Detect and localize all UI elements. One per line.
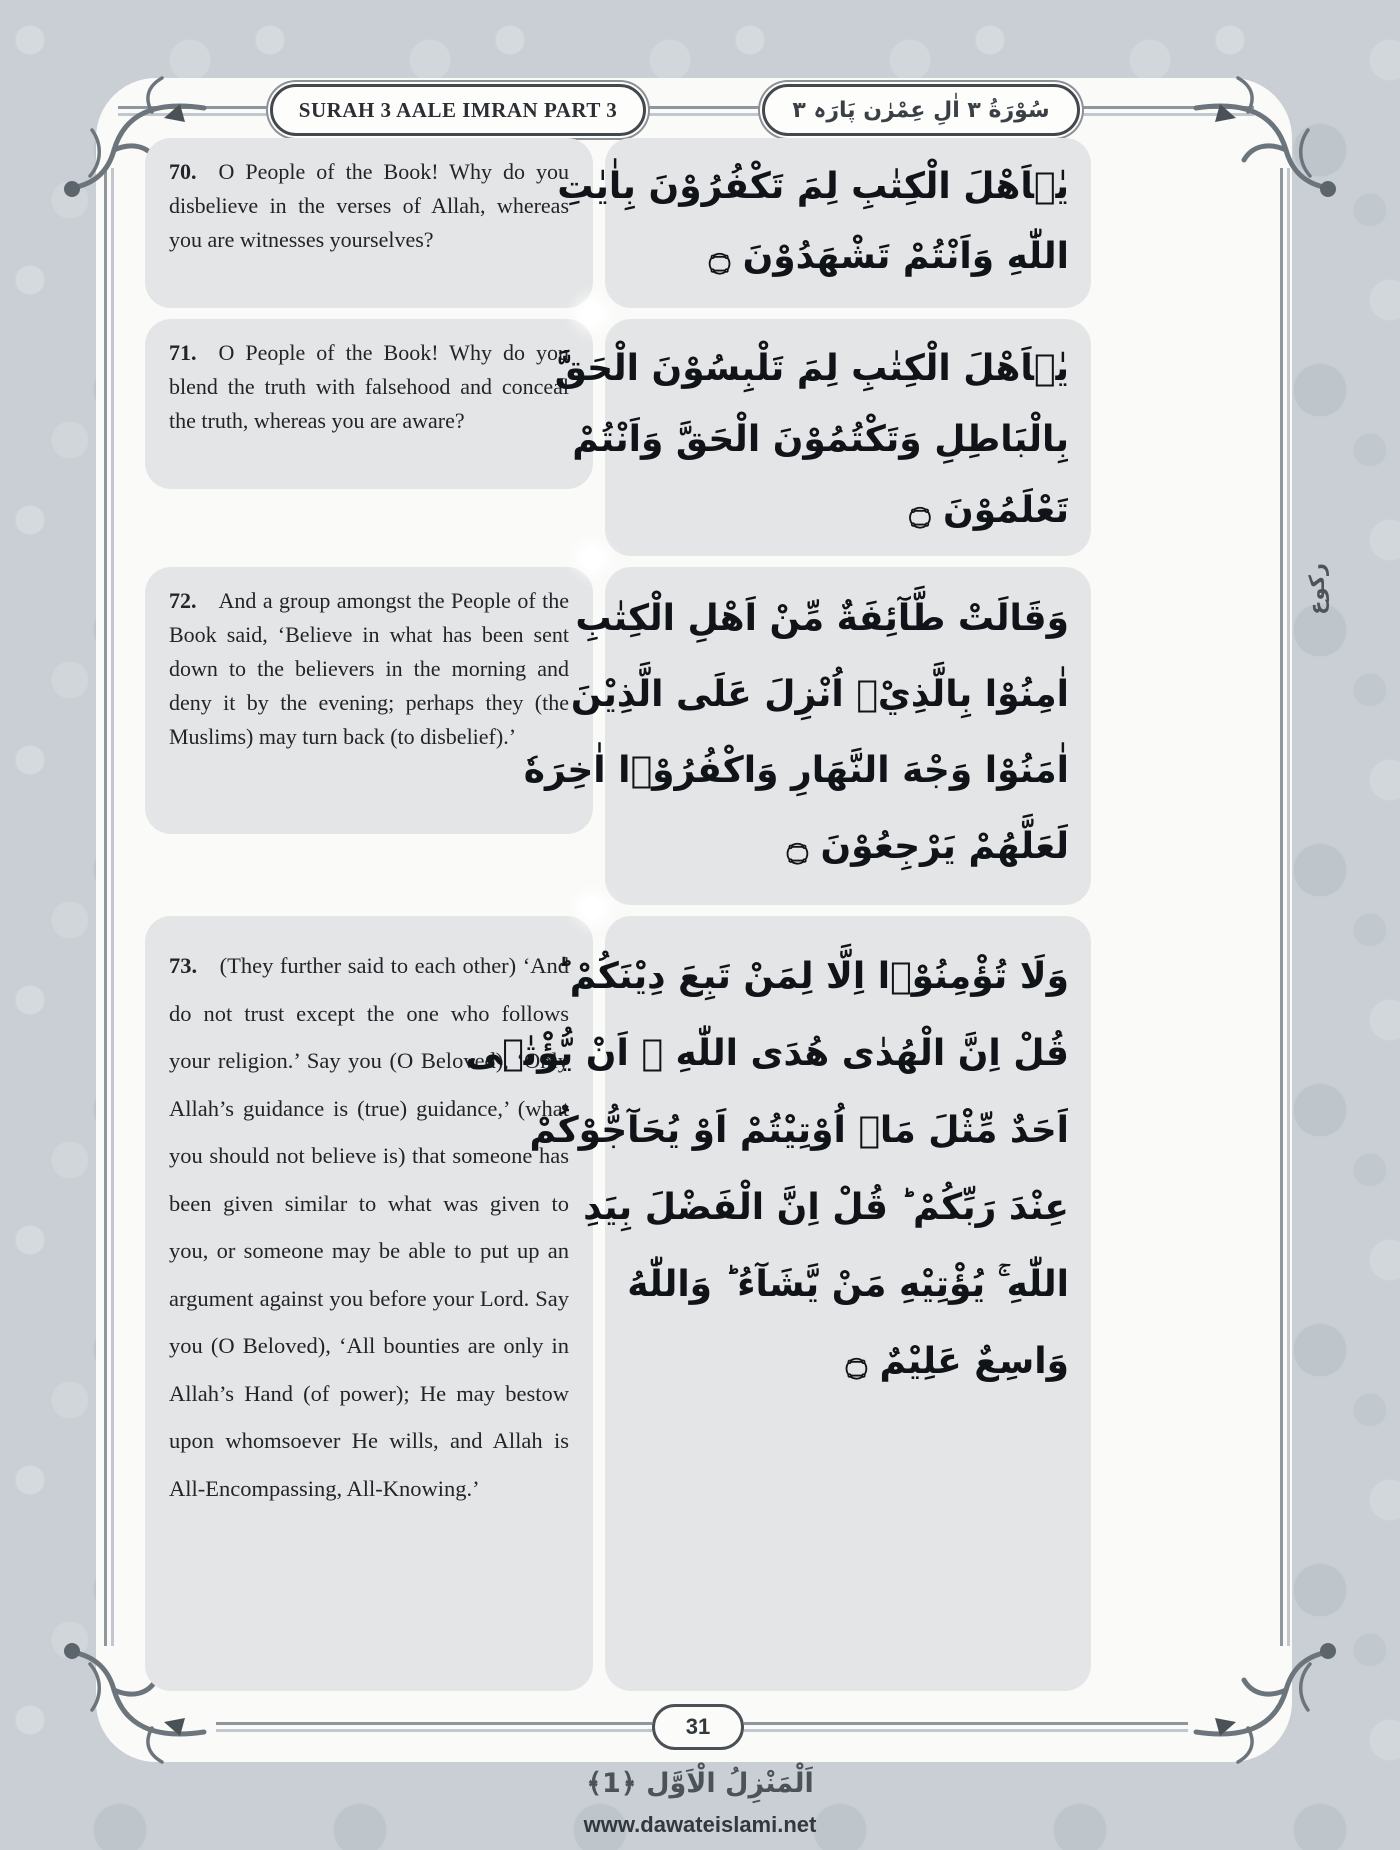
arabic-line: اللّٰهِ وَاَنْتُمْ تَشْهَدُوْنَ ۝ — [708, 236, 1069, 277]
verse-number: 71. — [169, 340, 197, 365]
verse-73-arabic-box — [465, 916, 1091, 1691]
header-title-english: SURAH 3 AALE IMRAN PART 3 — [298, 97, 618, 122]
verse-row-71 — [145, 319, 1091, 556]
verse-70-arabic-box — [557, 138, 1091, 308]
page-number: 31 — [685, 1714, 711, 1739]
arabic-line: اللّٰهِ ۚ يُؤْتِيْهِ مَنْ يَّشَآءُ ؕ وَاللّٰهُ — [627, 1264, 1069, 1305]
arabic-line: تَعْلَمُوْنَ ۝ — [909, 490, 1069, 531]
verse-grid — [145, 138, 1091, 1702]
frame-top-line-middle — [648, 106, 760, 116]
corner-flourish-icon — [1188, 58, 1348, 218]
arabic-line: بِالْبَاطِلِ وَتَكْتُمُوْنَ الْحَقَّ وَاَنْتُمْ — [572, 419, 1069, 460]
arabic-line: وَقَالَتْ طَّآئِفَةٌ مِّنْ اَهْلِ الْكِتٰبِ — [575, 598, 1069, 639]
manzil-label: اَلْمَنْزِلُ الْاَوَّل ﴿1﴾ — [586, 1768, 814, 1799]
arabic-line: وَلَا تُؤْمِنُوْۤا اِلَّا لِمَنْ تَبِعَ دِيْنَكُمْ ؕ — [557, 956, 1069, 997]
arabic-line: لَعَلَّهُمْ يَرْجِعُوْنَ ۝ — [786, 826, 1069, 867]
frame-bottom-line-left — [216, 1722, 652, 1732]
verse-english-text: And a group amongst the People of the Book said, ‘Believe in what has been sent down to the believers in the morning and deny it by the evening; perhaps they (the Muslims) may turn back (to disbelief).’ — [169, 588, 569, 749]
arabic-line: اَحَدٌ مِّثْلَ مَاۤ اُوْتِيْتُمْ اَوْ يُحَآجُّوْكُمْ — [529, 1110, 1069, 1151]
verse-number: 70. — [169, 159, 197, 184]
arabic-line: قُلْ اِنَّ الْهُدٰى هُدَى اللّٰهِ ۙ اَنْ يُّؤْتٰۤى — [465, 1033, 1069, 1074]
arabic-line: عِنْدَ رَبِّكُمْ ؕ قُلْ اِنَّ الْفَضْلَ بِيَدِ — [583, 1187, 1069, 1228]
verse-english-text: O People of the Book! Why do you blend the truth with falsehood and conceal the truth, whereas you are aware? — [169, 340, 569, 433]
header-title-pill-english — [270, 84, 646, 136]
arabic-line: اٰمَنُوْا وَجْهَ النَّهَارِ وَاكْفُرُوْۤا اٰخِرَهٗ — [523, 750, 1069, 791]
header-title-pill-arabic — [762, 84, 1080, 136]
arabic-line: اٰمِنُوْا بِالَّذِيْۤ اُنْزِلَ عَلَى الَّذِيْنَ — [570, 674, 1069, 715]
corner-flourish-icon — [1188, 1622, 1348, 1782]
frame-left-line — [104, 168, 114, 1646]
frame-right-line — [1280, 168, 1290, 1646]
verse-number: 72. — [169, 588, 197, 613]
verse-70-english-box — [145, 138, 593, 308]
page-number-pill — [652, 1704, 744, 1750]
verse-english-text: O People of the Book! Why do you disbelieve in the verses of Allah, whereas you are witnesses yourselves? — [169, 159, 569, 252]
arabic-line: يٰۤاَهْلَ الْكِتٰبِ لِمَ تَكْفُرُوْنَ بِاٰيٰتِ — [557, 166, 1069, 207]
verse-71-english-box — [145, 319, 593, 489]
website-label: www.dawateislami.net — [583, 1812, 817, 1837]
margin-ruku-marker: رکوع — [1305, 563, 1329, 615]
arabic-line: يٰۤاَهْلَ الْكِتٰبِ لِمَ تَلْبِسُوْنَ الْحَقَّ — [554, 348, 1069, 389]
frame-bottom-line-right — [744, 1722, 1188, 1732]
verse-71-arabic-box — [554, 319, 1091, 556]
verse-row-73 — [145, 916, 1091, 1691]
verse-row-70 — [145, 138, 1091, 308]
header-title-arabic: سُوْرَةُ ۳ اٰلِ عِمْرٰن پَارَہ ۳ — [792, 97, 1050, 123]
verse-72-arabic-box — [523, 567, 1091, 905]
arabic-line: وَاسِعٌ عَلِيْمٌ ۝ — [845, 1341, 1069, 1382]
verse-row-72 — [145, 567, 1091, 905]
verse-english-text: (They further said to each other) ‘And do not trust except the one who follows your religion.’ Say you (O Beloved), ‘Only Allah’s guidance is (true) guidance,’ (what you should not believe is) that someone has been given similar to what was given to you, or someone may be able to put up an argument against you before your Lord. Say you (O Beloved), ‘All bounties are only in Allah’s Hand (of power); He may bestow upon whomsoever He wills, and Allah is All-Encompassing, All-Knowing.’ — [169, 953, 569, 1501]
verse-number: 73. — [169, 953, 198, 978]
